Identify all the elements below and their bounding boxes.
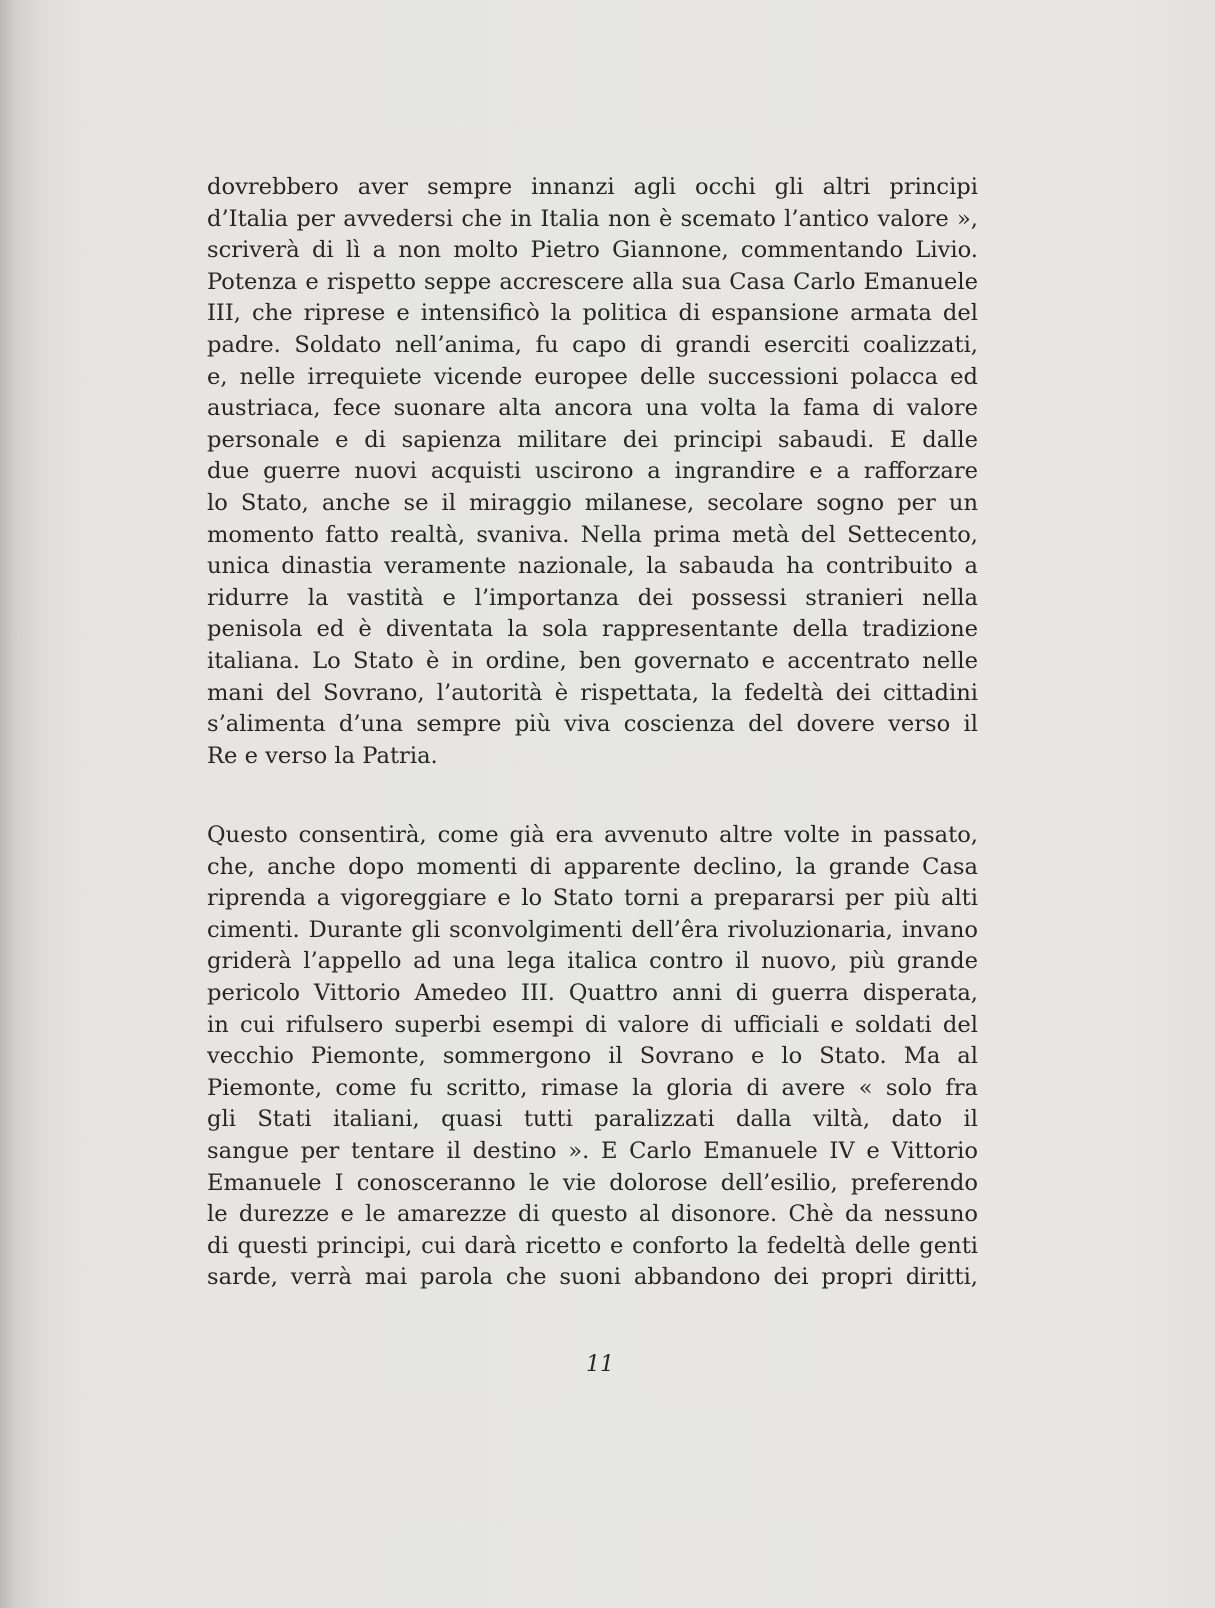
text-line: lo Stato, anche se il miraggio milanese, secolare sogno per un — [207, 489, 978, 516]
text-line: Questo consentirà, come già era avvenuto altre volte in passato, — [207, 822, 978, 848]
text-line: cimenti. Durante gli sconvolgimenti dell’êra rivoluzionaria, invano — [207, 916, 978, 943]
text-line: III, che riprese e intensificò la politica di espansione armata del — [207, 300, 978, 327]
text-line: italiana. Lo Stato è in ordine, ben governato e accentrato nelle — [207, 647, 978, 674]
text-line: in cui rifulsero superbi esempi di valore di ufficiali e soldati del — [207, 1011, 978, 1038]
text-line: riprenda a vigoreggiare e lo Stato torni a prepararsi per più alti — [207, 885, 978, 912]
text-line: vecchio Piemonte, sommergono il Sovrano e lo Stato. Ma al — [207, 1043, 978, 1070]
text-line: e, nelle irrequiete vicende europee delle successioni polacca ed — [207, 363, 978, 390]
text-line: Re e verso la Patria. — [207, 742, 438, 769]
text-line: mani del Sovrano, l’autorità è rispettata, la fedeltà dei cittadini — [207, 679, 978, 706]
text-line: gli Stati italiani, quasi tutti paralizzati dalla viltà, dato il — [207, 1106, 978, 1133]
text-line: personale e di sapienza militare dei principi sabaudi. E dalle — [207, 426, 978, 453]
text-line: Potenza e rispetto seppe accrescere alla sua Casa Carlo Emanuele — [207, 268, 978, 295]
paragraph-1 — [207, 172, 978, 772]
text-line: le durezze e le amarezze di questo al disonore. Chè da nessuno — [207, 1201, 978, 1228]
text-line: d’Italia per avvedersi che in Italia non è scemato l’antico valore », — [207, 205, 978, 232]
text-line: che, anche dopo momenti di apparente declino, la grande Casa — [207, 853, 978, 880]
text-line: di questi principi, cui darà ricetto e conforto la fedeltà delle genti — [207, 1232, 978, 1259]
text-line: austriaca, fece suonare alta ancora una volta la fama di valore — [207, 395, 978, 422]
text-line: Emanuele I conosceranno le vie dolorose dell’esilio, preferendo — [207, 1169, 978, 1196]
text-line: ridurre la vastità e l’importanza dei possessi stranieri nella — [207, 584, 978, 611]
text-line: penisola ed è diventata la sola rappresentante della tradizione — [207, 616, 978, 643]
text-line: sangue per tentare il destino ». E Carlo Emanuele IV e Vittorio — [207, 1137, 978, 1164]
text-line: sarde, verrà mai parola che suoni abbandono dei propri diritti, — [207, 1264, 978, 1291]
text-line: dovrebbero aver sempre innanzi agli occhi gli altri principi — [207, 174, 978, 200]
text-line: scriverà di lì a non molto Pietro Giannone, commentando Livio. — [207, 237, 978, 264]
paragraph-2 — [207, 820, 978, 1294]
page-number: 11 — [586, 1352, 614, 1377]
text-line: momento fatto realtà, svaniva. Nella prima metà del Settecento, — [207, 521, 978, 548]
text-line: padre. Soldato nell’anima, fu capo di grandi eserciti coalizzati, — [207, 331, 978, 358]
text-line: due guerre nuovi acquisti uscirono a ingrandire e a rafforzare — [207, 458, 978, 485]
text-line: griderà l’appello ad una lega italica contro il nuovo, più grande — [207, 948, 978, 975]
text-line: Piemonte, come fu scritto, rimase la gloria di avere « solo fra — [207, 1074, 978, 1101]
text-line: s’alimenta d’una sempre più viva coscienza del dovere verso il — [207, 711, 978, 738]
text-line: unica dinastia veramente nazionale, la sabauda ha contribuito a — [207, 553, 978, 580]
text-line: pericolo Vittorio Amedeo III. Quattro anni di guerra disperata, — [207, 979, 978, 1006]
